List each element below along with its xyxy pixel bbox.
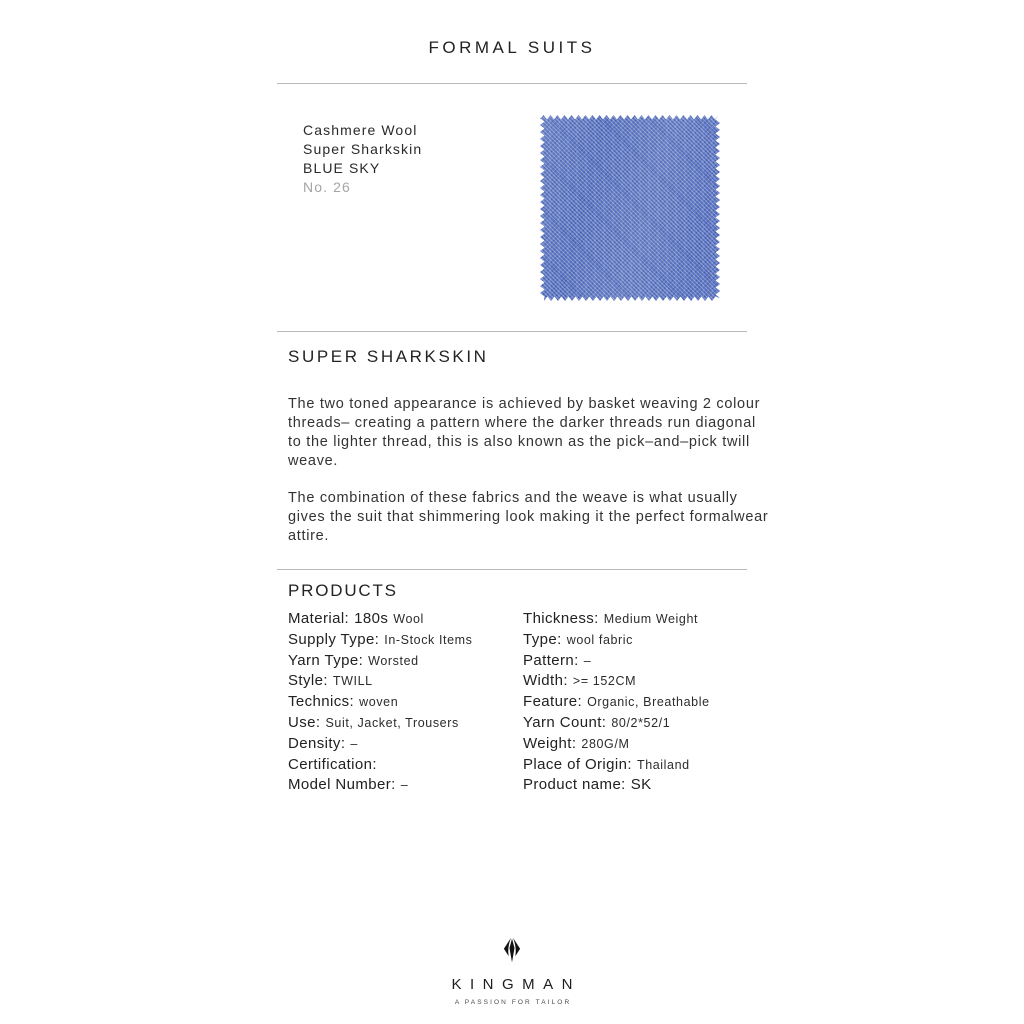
spec-row-use [288, 713, 473, 734]
spec-column-left [288, 609, 473, 796]
diamond-gem-icon [499, 936, 525, 964]
spec-label: Material: [288, 610, 350, 627]
spec-value: – [400, 778, 409, 793]
spec-label: Place of Origin: [523, 755, 632, 773]
spec-value: woven [359, 695, 399, 710]
spec-row-supply-type [288, 630, 473, 651]
spec-row-density [288, 734, 473, 755]
spec-row-pattern [523, 651, 710, 672]
spec-label: Weight: [523, 734, 577, 752]
divider [277, 569, 747, 570]
swatch-info [303, 121, 422, 197]
description-paragraph-1: The two toned appearance is achieved by basket weaving 2 colour threads– creating a pattern where the darker threads run diagonal to the lighter thread, this is also known as the pick–and–pick twill weave. [288, 396, 761, 469]
spec-label: Product name: [523, 776, 626, 794]
spec-value: In-Stock Items [384, 632, 473, 647]
spec-row-certification [288, 755, 473, 776]
spec-row-model-number [288, 775, 473, 796]
divider [277, 83, 747, 84]
spec-label: Style: [288, 672, 328, 690]
spec-value-large: 180s [354, 610, 389, 627]
fabric-swatch [540, 115, 720, 301]
spec-value: Thailand [636, 757, 690, 772]
spec-value: Worsted [368, 653, 419, 668]
spec-label: Yarn Count: [523, 713, 607, 731]
swatch-number: No. 26 [303, 179, 351, 195]
spec-row-place-of-origin [523, 755, 710, 776]
brand-footer [0, 936, 1024, 1006]
spec-row-weight [523, 734, 710, 755]
page-title: FORMAL SUITS [428, 38, 596, 57]
spec-row-material [288, 609, 473, 630]
spec-value: wool fabric [566, 632, 634, 647]
spec-label: Type: [523, 630, 562, 648]
spec-value: Suit, Jacket, Trousers [325, 715, 459, 730]
spec-row-width [523, 671, 710, 692]
divider [277, 331, 747, 332]
spec-label: Density: [288, 734, 346, 752]
spec-label: Width: [523, 672, 568, 690]
spec-label: Yarn Type: [288, 651, 364, 669]
swatch-color-name: BLUE SKY [303, 160, 381, 176]
spec-value: 80/2*52/1 [611, 715, 671, 730]
spec-row-thickness [523, 609, 710, 630]
spec-label: Model Number: [288, 776, 396, 794]
brand-tagline: A PASSION FOR TAILOR [454, 999, 572, 1006]
swatch-material: Cashmere Wool [303, 122, 418, 138]
spec-row-technics [288, 692, 473, 713]
spec-value: >= 152CM [572, 674, 637, 689]
spec-row-yarn-type [288, 651, 473, 672]
spec-value: – [350, 736, 358, 751]
brand-name: KINGMAN [451, 976, 581, 993]
description-paragraph-2: The combination of these fabrics and the weave is what usually gives the suit that shimmering look making it the perfect formalwear attire. [288, 490, 769, 544]
spec-row-yarn-count [523, 713, 710, 734]
spec-row-feature [523, 692, 710, 713]
spec-label: Use: [288, 713, 321, 731]
swatch-weave: Super Sharkskin [303, 141, 423, 157]
spec-label: Certification: [288, 755, 377, 773]
spec-value: Medium Weight [603, 612, 699, 626]
spec-label: Thickness: [523, 610, 599, 627]
spec-value: Wool [393, 612, 424, 626]
section-heading-sharkskin: SUPER SHARKSKIN [288, 347, 489, 366]
spec-value: – [583, 653, 592, 668]
spec-label: Technics: [288, 693, 355, 711]
spec-row-type [523, 630, 710, 651]
spec-value: TWILL [332, 674, 373, 689]
spec-column-right [523, 609, 710, 796]
spec-value: 280G/M [581, 736, 630, 751]
spec-label: Supply Type: [288, 630, 380, 648]
spec-label: Feature: [523, 693, 583, 711]
spec-row-product-name [523, 775, 710, 796]
spec-row-style [288, 671, 473, 692]
spec-label: Pattern: [523, 651, 579, 669]
section-heading-products: PRODUCTS [288, 581, 398, 600]
spec-value: Organic, Breathable [587, 695, 710, 710]
spec-value-large: SK [630, 776, 652, 794]
